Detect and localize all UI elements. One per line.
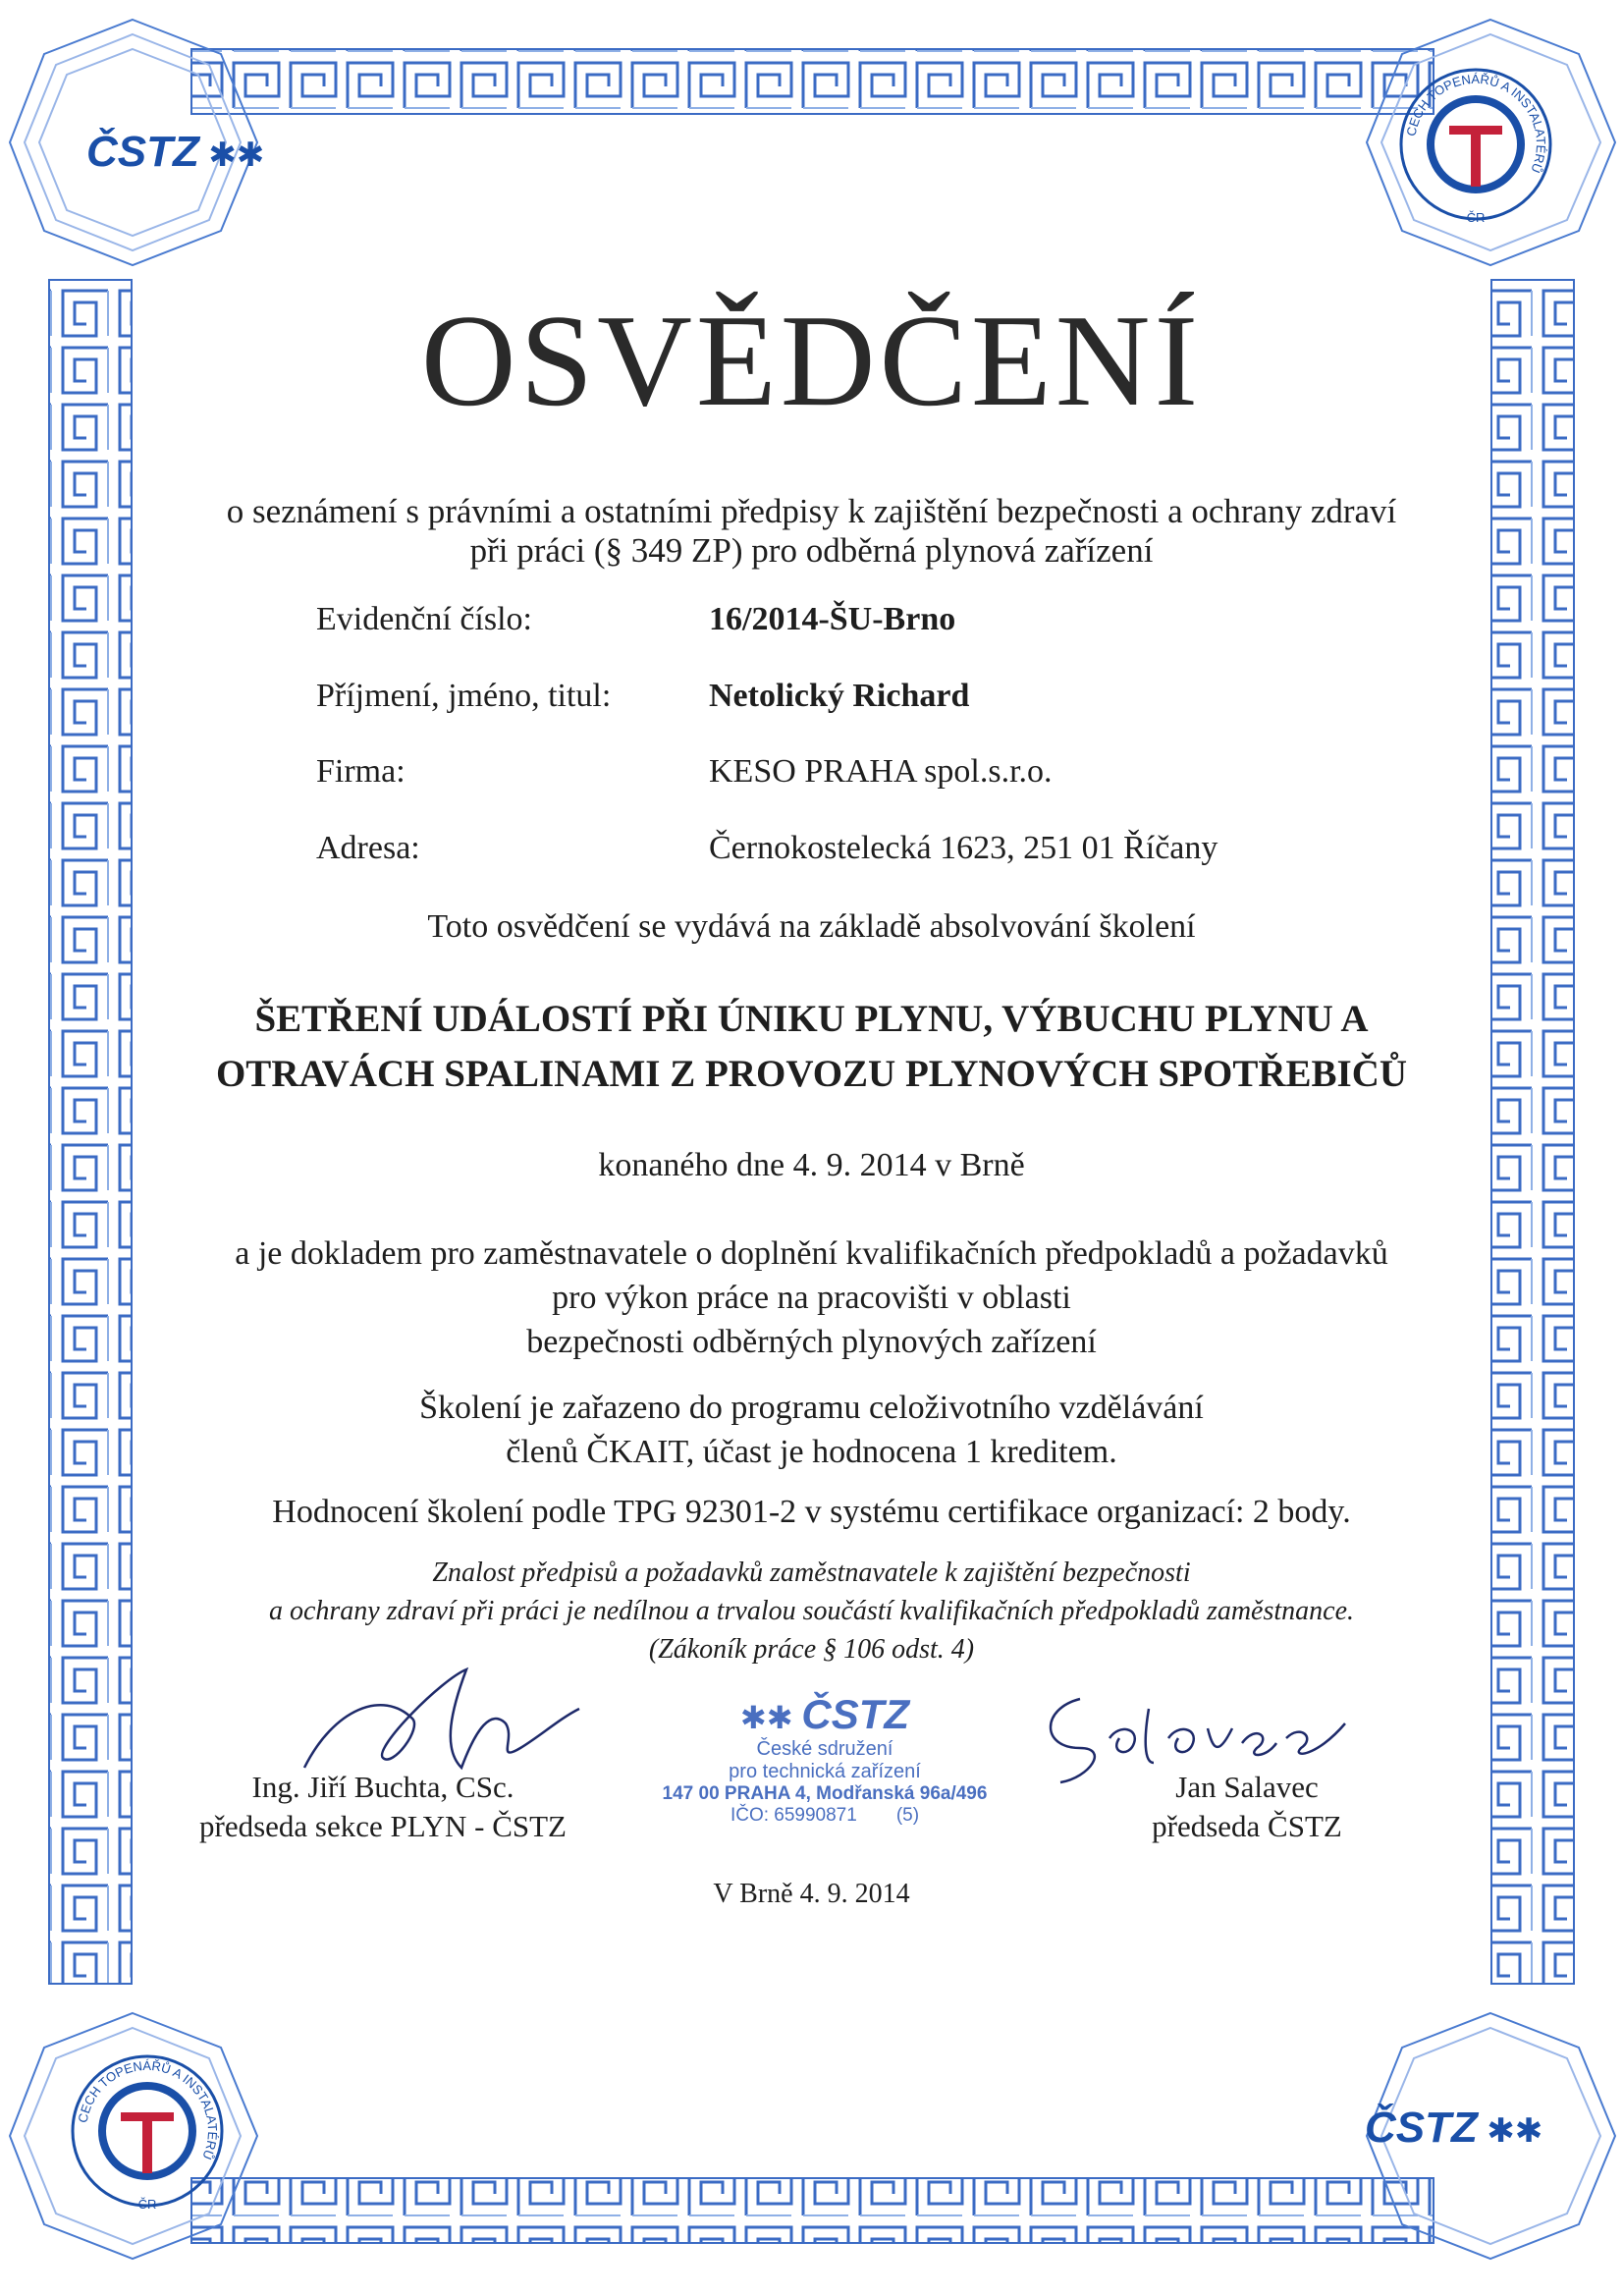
field-label-name: Příjmení, jméno, titul:	[316, 678, 612, 714]
ctl-country: ČR	[137, 2197, 157, 2212]
program-line-1: Školení je zařazeno do programu celoživotního vzdělávání	[419, 1390, 1204, 1426]
signatory-left-role: předseda sekce PLYN - ČSTZ	[199, 1809, 567, 1844]
proof-line-2: pro výkon práce na pracovišti v oblasti	[552, 1280, 1071, 1316]
intro-line-2: při práci (§ 349 ZP) pro odběrná plynová zařízení	[469, 531, 1154, 570]
cstz-logo-text: ČSTZ	[86, 128, 199, 176]
stamp-line-2: pro technická zařízení	[729, 1761, 921, 1782]
ctl-ring-text: CECH TOPENÁŘŮ A INSTALATÉRŮ	[1403, 71, 1549, 176]
cstz-logo-text: ČSTZ	[1365, 2104, 1478, 2152]
field-label-address: Adresa:	[316, 830, 420, 866]
course-title-line-1: ŠETŘENÍ UDÁLOSTÍ PŘI ÚNIKU PLYNU, VÝBUCHU PLYNU A	[254, 998, 1369, 1040]
ctl-guild-emblem	[1392, 61, 1559, 228]
stamp-logo	[648, 1691, 1001, 1738]
stamp-logo-text: ČSTZ	[801, 1691, 910, 1737]
stamp-ico: IČO: 65990871	[730, 1804, 857, 1826]
stamp-logo-mark: ✱✱	[739, 1700, 802, 1735]
field-value-registration: 16/2014-ŠU-Brno	[709, 601, 956, 637]
cstz-logo-icon	[86, 128, 264, 177]
legal-note-line-3: (Zákoník práce § 106 odst. 4)	[648, 1634, 975, 1665]
certificate-title: OSVĚDČENÍ	[420, 288, 1203, 433]
legal-note-line-2: a ochrany zdraví při práci je nedílnou a trvalou součástí kvalifikačních předpokladů zaměstnance.	[268, 1596, 1355, 1626]
signatory-right-name: Jan Salavec	[1175, 1770, 1319, 1804]
proof-line-1: a je dokladem pro zaměstnavatele o doplnění kvalifikačních předpokladů a požadavků	[235, 1235, 1388, 1272]
ctl-ring-text: CECH TOPENÁŘŮ A INSTALATÉRŮ	[75, 2057, 221, 2162]
ctl-guild-logo-icon	[1392, 61, 1559, 228]
field-label-company: Firma:	[316, 753, 406, 790]
ctl-guild-logo-icon	[64, 2048, 231, 2214]
cstz-logo-mark: ✱✱	[1477, 2112, 1543, 2150]
issued-basis: Toto osvědčení se vydává na základě absolvování školení	[427, 908, 1196, 945]
field-value-address: Černokostelecká 1623, 251 01 Říčany	[709, 830, 1218, 866]
cstz-logo-icon	[1365, 2104, 1542, 2153]
field-value-company: KESO PRAHA spol.s.r.o.	[709, 753, 1053, 790]
stamp-line-1: České sdružení	[756, 1738, 893, 1760]
signatory-left-name: Ing. Jiří Buchta, CSc.	[251, 1770, 514, 1804]
stamp-line-4	[648, 1805, 1001, 1827]
official-stamp	[648, 1691, 1001, 1827]
signatory-right-role: předseda ČSTZ	[1152, 1809, 1342, 1844]
stamp-line-3: 147 00 PRAHA 4, Modřanská 96a/496	[662, 1783, 988, 1804]
field-label-registration: Evidenční číslo:	[316, 601, 533, 637]
signature-left	[196, 1768, 569, 1847]
course-title-line-2: OTRAVÁCH SPALINAMI Z PROVOZU PLYNOVÝCH SPOTŘEBIČŮ	[215, 1053, 1408, 1095]
held-date: konaného dne 4. 9. 2014 v Brně	[598, 1147, 1025, 1183]
program-line-2: členů ČKAIT, účast je hodnocena 1 kreditem.	[506, 1434, 1117, 1470]
signature-right	[1100, 1768, 1394, 1847]
legal-note-line-1: Znalost předpisů a požadavků zaměstnavatele k zajištění bezpečnosti	[432, 1558, 1191, 1588]
evaluation: Hodnocení školení podle TPG 92301-2 v systému certifikace organizací: 2 body.	[272, 1494, 1351, 1530]
ctl-guild-emblem	[64, 2048, 231, 2214]
signature-left-icon	[295, 1650, 589, 1787]
cstz-logo-mark: ✱✱	[198, 137, 265, 174]
place-date: V Brně 4. 9. 2014	[713, 1879, 910, 1909]
proof-line-3: bezpečnosti odběrných plynových zařízení	[526, 1324, 1097, 1360]
field-value-name: Netolický Richard	[709, 678, 970, 714]
stamp-number: (5)	[895, 1804, 920, 1826]
ctl-country: ČR	[1466, 210, 1486, 225]
intro-line-1: o seznámení s právními a ostatními předpisy k zajištění bezpečnosti a ochrany zdraví	[226, 492, 1397, 530]
